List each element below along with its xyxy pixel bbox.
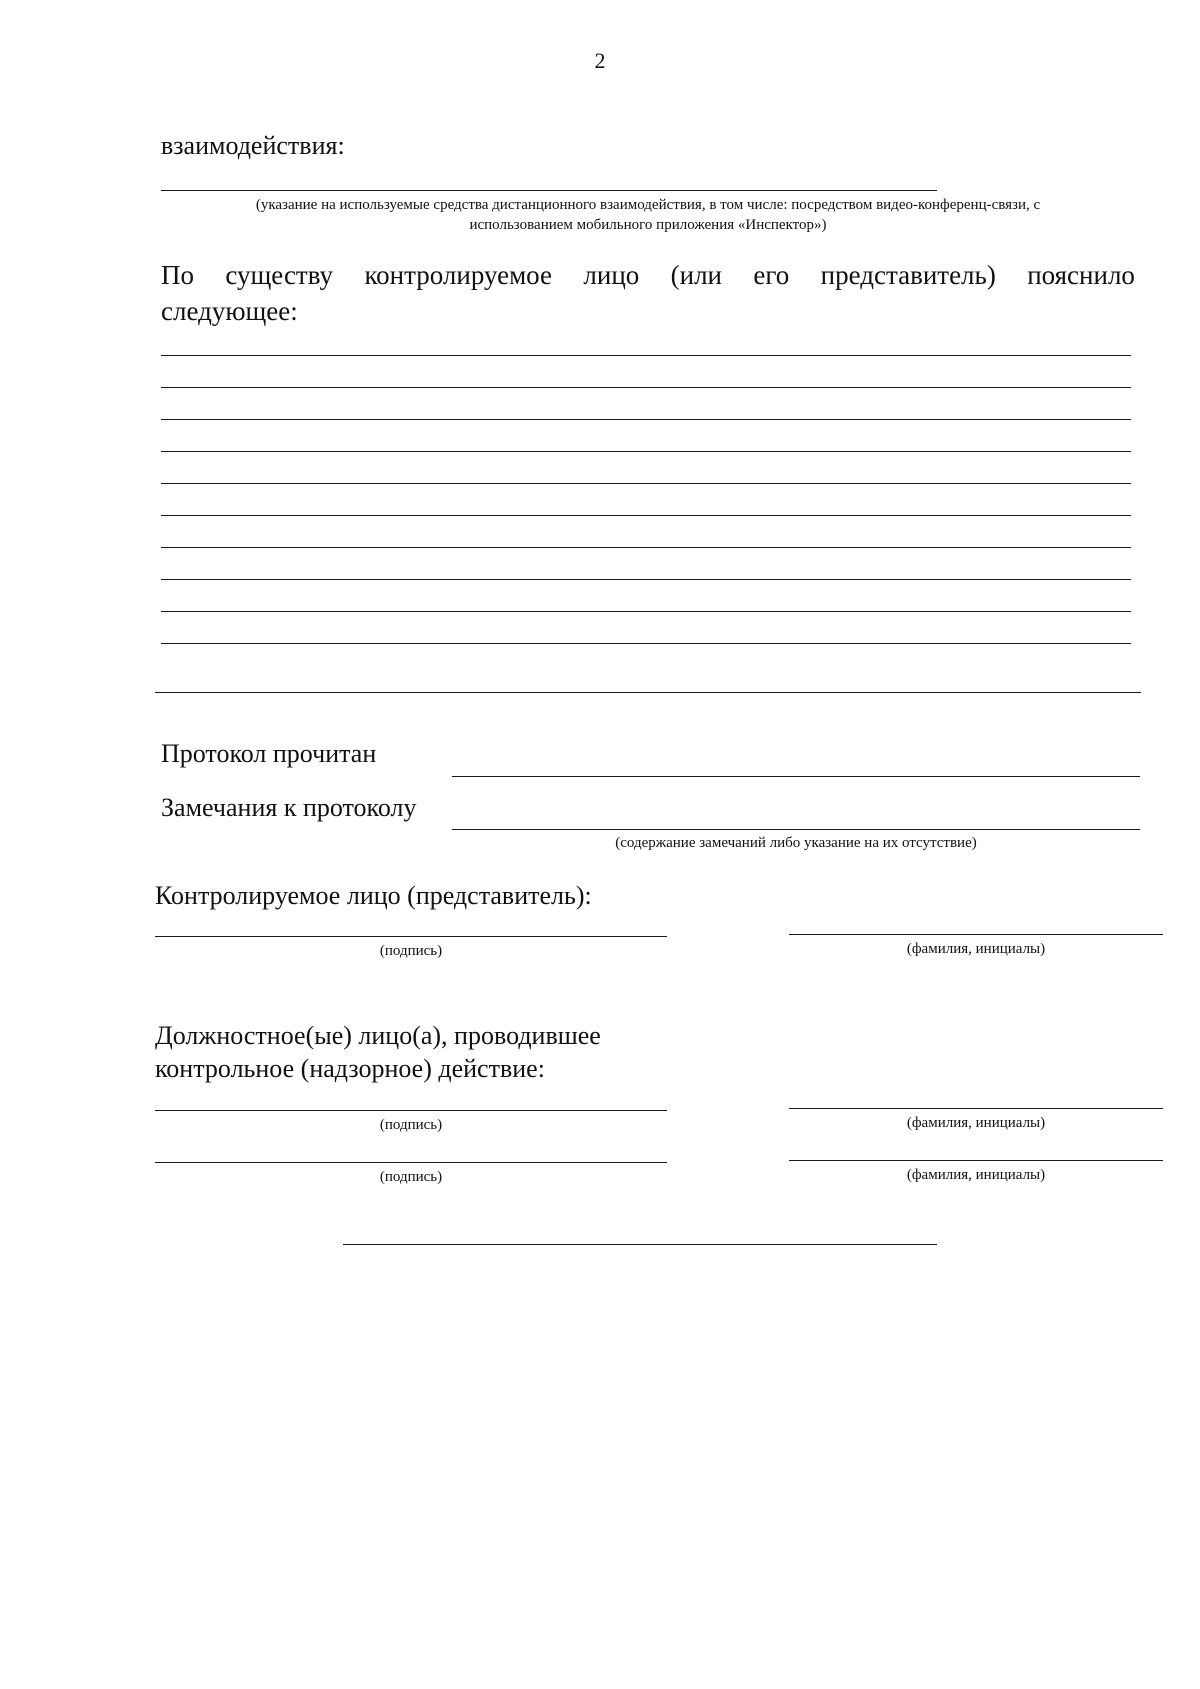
explanation-field-line-2[interactable] <box>161 387 1131 388</box>
protocol-read-label: Протокол прочитан <box>161 739 377 768</box>
controlled-person-heading: Контролируемое лицо (представитель): <box>155 881 592 910</box>
official-1-name-line[interactable] <box>789 1108 1163 1109</box>
explanation-word: По <box>161 260 194 290</box>
explanation-word: представитель) <box>820 260 996 290</box>
explanation-second-line: следующее: <box>161 296 298 326</box>
remote-interaction-field-line[interactable] <box>161 190 937 191</box>
protocol-read-field-line[interactable] <box>452 776 1140 777</box>
official-2-name-line[interactable] <box>789 1160 1163 1161</box>
explanation-word: пояснило <box>1027 260 1135 290</box>
official-2-name-hint: (фамилия, инициалы) <box>906 1167 1046 1183</box>
explanation-field-line-5[interactable] <box>161 483 1131 484</box>
explanation-field-line-9[interactable] <box>161 611 1131 612</box>
remote-interaction-hint-line1: (указание на используемые средства дистанционного взаимодействия, в том числе: посредством видео-конференц-связи, с <box>255 197 1041 213</box>
explanation-field-line-11[interactable] <box>155 692 1141 693</box>
explanation-first-line <box>161 260 1135 291</box>
explanation-field-line-6[interactable] <box>161 515 1131 516</box>
explanation-word: существу <box>225 260 334 290</box>
controlled-person-name-line[interactable] <box>789 934 1163 935</box>
official-1-name-hint: (фамилия, инициалы) <box>906 1115 1046 1131</box>
official-2-signature-line[interactable] <box>155 1162 667 1163</box>
controlled-person-signature-hint: (подпись) <box>379 943 443 959</box>
explanation-field-line-1[interactable] <box>161 355 1131 356</box>
officials-heading-line1: Должностное(ые) лицо(а), проводившее <box>155 1021 601 1050</box>
controlled-person-signature-line[interactable] <box>155 936 667 937</box>
page-number: 2 <box>594 48 606 73</box>
remote-interaction-label: взаимодействия: <box>161 131 345 160</box>
explanation-word: его <box>753 260 790 290</box>
explanation-field-line-10[interactable] <box>161 643 1131 644</box>
protocol-remarks-label: Замечания к протоколу <box>161 793 417 822</box>
official-1-signature-hint: (подпись) <box>379 1117 443 1133</box>
closing-separator-line <box>343 1244 937 1245</box>
explanation-word: лицо <box>583 260 640 290</box>
explanation-field-line-3[interactable] <box>161 419 1131 420</box>
official-1-signature-line[interactable] <box>155 1110 667 1111</box>
explanation-word: контролируемое <box>364 260 553 290</box>
protocol-remarks-field-line[interactable] <box>452 829 1140 830</box>
explanation-word: (или <box>670 260 723 290</box>
remote-interaction-hint-line2: использованием мобильного приложения «Инспектор») <box>469 217 827 233</box>
protocol-remarks-hint: (содержание замечаний либо указание на их отсутствие) <box>615 835 977 851</box>
explanation-field-line-4[interactable] <box>161 451 1131 452</box>
explanation-field-line-8[interactable] <box>161 579 1131 580</box>
explanation-field-line-7[interactable] <box>161 547 1131 548</box>
officials-heading-line2: контрольное (надзорное) действие: <box>155 1054 545 1083</box>
controlled-person-name-hint: (фамилия, инициалы) <box>906 941 1046 957</box>
official-2-signature-hint: (подпись) <box>379 1169 443 1185</box>
